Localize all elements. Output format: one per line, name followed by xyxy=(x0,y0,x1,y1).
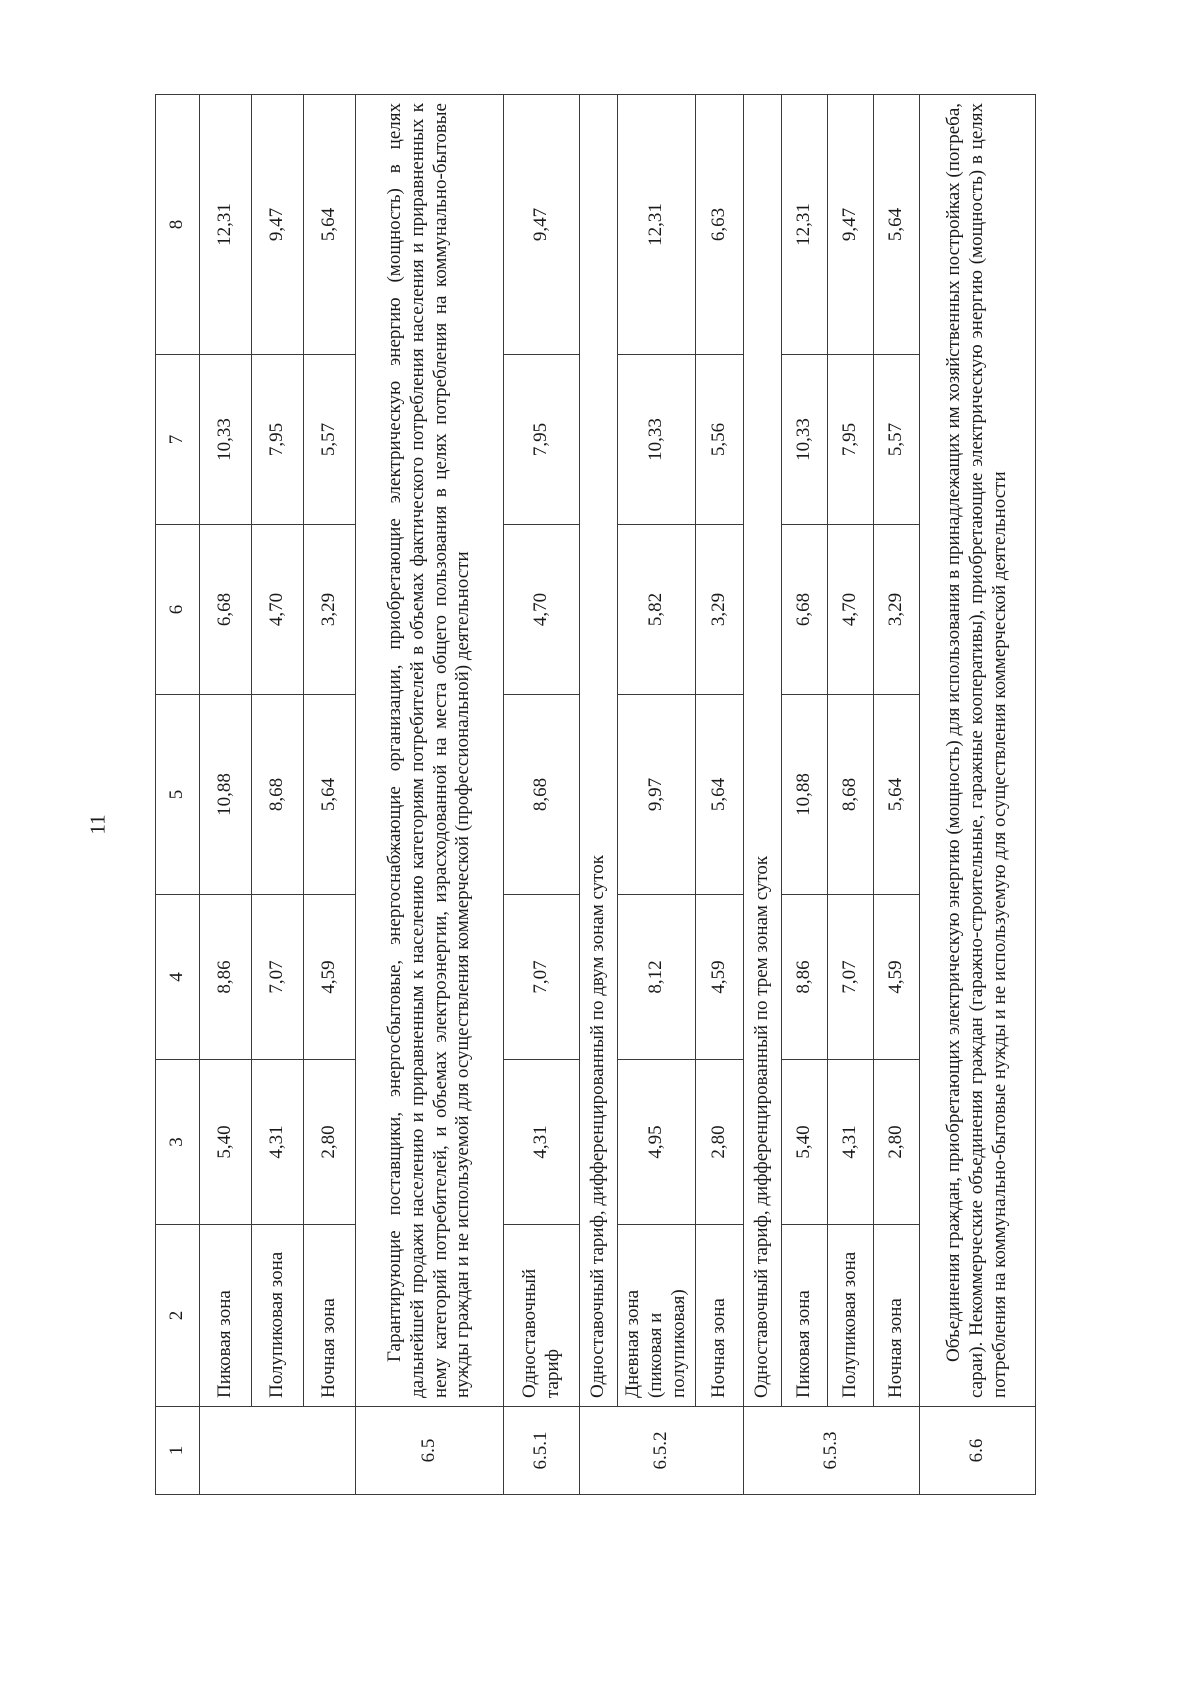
section-heading-row xyxy=(580,95,618,1495)
row-code: 6.5 xyxy=(356,1407,504,1495)
value-cell: 8,86 xyxy=(200,895,252,1060)
value-cell: 9,47 xyxy=(504,95,580,355)
value-cell: 8,68 xyxy=(504,695,580,895)
table-row xyxy=(252,95,304,1495)
section-row-6-5 xyxy=(356,95,504,1495)
table-row xyxy=(304,95,356,1495)
value-cell: 4,95 xyxy=(618,1060,696,1225)
value-cell: 2,80 xyxy=(304,1060,356,1225)
column-number: 5 xyxy=(156,695,200,895)
value-cell: 5,64 xyxy=(696,695,744,895)
column-number: 7 xyxy=(156,355,200,525)
value-cell: 5,57 xyxy=(304,355,356,525)
column-number: 3 xyxy=(156,1060,200,1225)
section-row-6-6 xyxy=(920,95,1036,1495)
table-row xyxy=(874,95,920,1495)
value-cell: 8,68 xyxy=(252,695,304,895)
value-cell: 5,64 xyxy=(304,695,356,895)
value-cell: 9,97 xyxy=(618,695,696,895)
section-heading-row xyxy=(744,95,782,1495)
zone-label: Ночная зона xyxy=(696,1225,744,1407)
value-cell: 2,80 xyxy=(874,1060,920,1225)
value-cell: 6,68 xyxy=(200,525,252,695)
zone-label: Одноставочный тариф xyxy=(504,1225,580,1407)
value-cell: 5,64 xyxy=(304,95,356,355)
rotated-table-container xyxy=(155,95,1035,1495)
table-row xyxy=(828,95,874,1495)
column-number: 1 xyxy=(156,1407,200,1495)
value-cell: 6,63 xyxy=(696,95,744,355)
value-cell: 3,29 xyxy=(874,525,920,695)
section-heading: Одноставочный тариф, дифференцированный по трем зонам суток xyxy=(744,95,782,1407)
zone-label: Ночная зона xyxy=(304,1225,356,1407)
value-cell: 5,64 xyxy=(874,695,920,895)
value-cell: 9,47 xyxy=(828,95,874,355)
value-cell: 4,70 xyxy=(504,525,580,695)
value-cell: 10,33 xyxy=(782,355,828,525)
section-description xyxy=(356,95,504,1407)
section-description-text: Гарантирующие поставщики, энергосбытовые, энергоснабжающие организации, приобретающие электрическую энергию (мощность) в целях дальнейшей продажи населению и приравненным к населению категориям потребителей в объемах фактического потребления населения и приравненных к нему категорий потребителей, и объемах электроэнергии, израсходованной на места общего пользования в целях потребления на коммунально-бытовые нужды граждан и не используемой для осуществления коммерческой (профессиональной) деятельности xyxy=(383,103,474,1398)
value-cell: 5,57 xyxy=(874,355,920,525)
value-cell: 5,82 xyxy=(618,525,696,695)
value-cell: 7,07 xyxy=(828,895,874,1060)
value-cell: 7,95 xyxy=(828,355,874,525)
zone-label: Ночная зона xyxy=(874,1225,920,1407)
column-number: 6 xyxy=(156,525,200,695)
table-row xyxy=(618,95,696,1495)
value-cell: 7,95 xyxy=(504,355,580,525)
column-number: 2 xyxy=(156,1225,200,1407)
value-cell: 4,31 xyxy=(828,1060,874,1225)
value-cell: 6,68 xyxy=(782,525,828,695)
value-cell: 8,86 xyxy=(782,895,828,1060)
row-code: 6.5.1 xyxy=(504,1407,580,1495)
zone-label: Полупиковая зона xyxy=(252,1225,304,1407)
row-code: 6.5.3 xyxy=(744,1407,920,1495)
value-cell: 5,40 xyxy=(200,1060,252,1225)
value-cell: 7,07 xyxy=(252,895,304,1060)
column-number: 4 xyxy=(156,895,200,1060)
value-cell: 2,80 xyxy=(696,1060,744,1225)
zone-label: Полупиковая зона xyxy=(828,1225,874,1407)
value-cell: 9,47 xyxy=(252,95,304,355)
row-code-cell xyxy=(200,1407,356,1495)
value-cell: 5,40 xyxy=(782,1060,828,1225)
value-cell: 4,31 xyxy=(252,1060,304,1225)
value-cell: 10,88 xyxy=(782,695,828,895)
table-row xyxy=(200,95,252,1495)
value-cell: 4,59 xyxy=(874,895,920,1060)
zone-label: Дневная зона (пиковая и полупиковая) xyxy=(618,1225,696,1407)
value-cell: 8,12 xyxy=(618,895,696,1060)
value-cell: 4,70 xyxy=(252,525,304,695)
value-cell: 10,88 xyxy=(200,695,252,895)
value-cell: 3,29 xyxy=(304,525,356,695)
value-cell: 10,33 xyxy=(618,355,696,525)
tariff-table xyxy=(155,94,1036,1495)
value-cell: 5,56 xyxy=(696,355,744,525)
value-cell: 10,33 xyxy=(200,355,252,525)
value-cell: 8,68 xyxy=(828,695,874,895)
column-number-row xyxy=(156,95,200,1495)
table-row xyxy=(782,95,828,1495)
value-cell: 3,29 xyxy=(696,525,744,695)
section-description xyxy=(920,95,1036,1407)
value-cell: 12,31 xyxy=(200,95,252,355)
page-number: 11 xyxy=(85,814,110,835)
value-cell: 12,31 xyxy=(782,95,828,355)
zone-label: Пиковая зона xyxy=(200,1225,252,1407)
value-cell: 5,64 xyxy=(874,95,920,355)
value-cell: 12,31 xyxy=(618,95,696,355)
section-heading: Одноставочный тариф, дифференцированный по двум зонам суток xyxy=(580,95,618,1407)
zone-label: Пиковая зона xyxy=(782,1225,828,1407)
value-cell: 4,31 xyxy=(504,1060,580,1225)
table-row xyxy=(696,95,744,1495)
value-cell: 7,95 xyxy=(252,355,304,525)
value-cell: 4,70 xyxy=(828,525,874,695)
row-code: 6.6 xyxy=(920,1407,1036,1495)
section-row-6-5-1 xyxy=(504,95,580,1495)
section-description-text: Объединения граждан, приобретающих электрическую энергию (мощность) для использования в принадлежащих им хозяйственных постройках (погреба, сараи). Некоммерческие объединения граждан (гаражно-строительные, гаражные кооперативы), приобретающие электрическую энергию (мощность) в целях потребления на коммунально-бытовые нужды и не используемую для осуществления коммерческой деятельности xyxy=(943,103,1010,1398)
value-cell: 4,59 xyxy=(304,895,356,1060)
row-code: 6.5.2 xyxy=(580,1407,744,1495)
value-cell: 7,07 xyxy=(504,895,580,1060)
column-number: 8 xyxy=(156,95,200,355)
value-cell: 4,59 xyxy=(696,895,744,1060)
